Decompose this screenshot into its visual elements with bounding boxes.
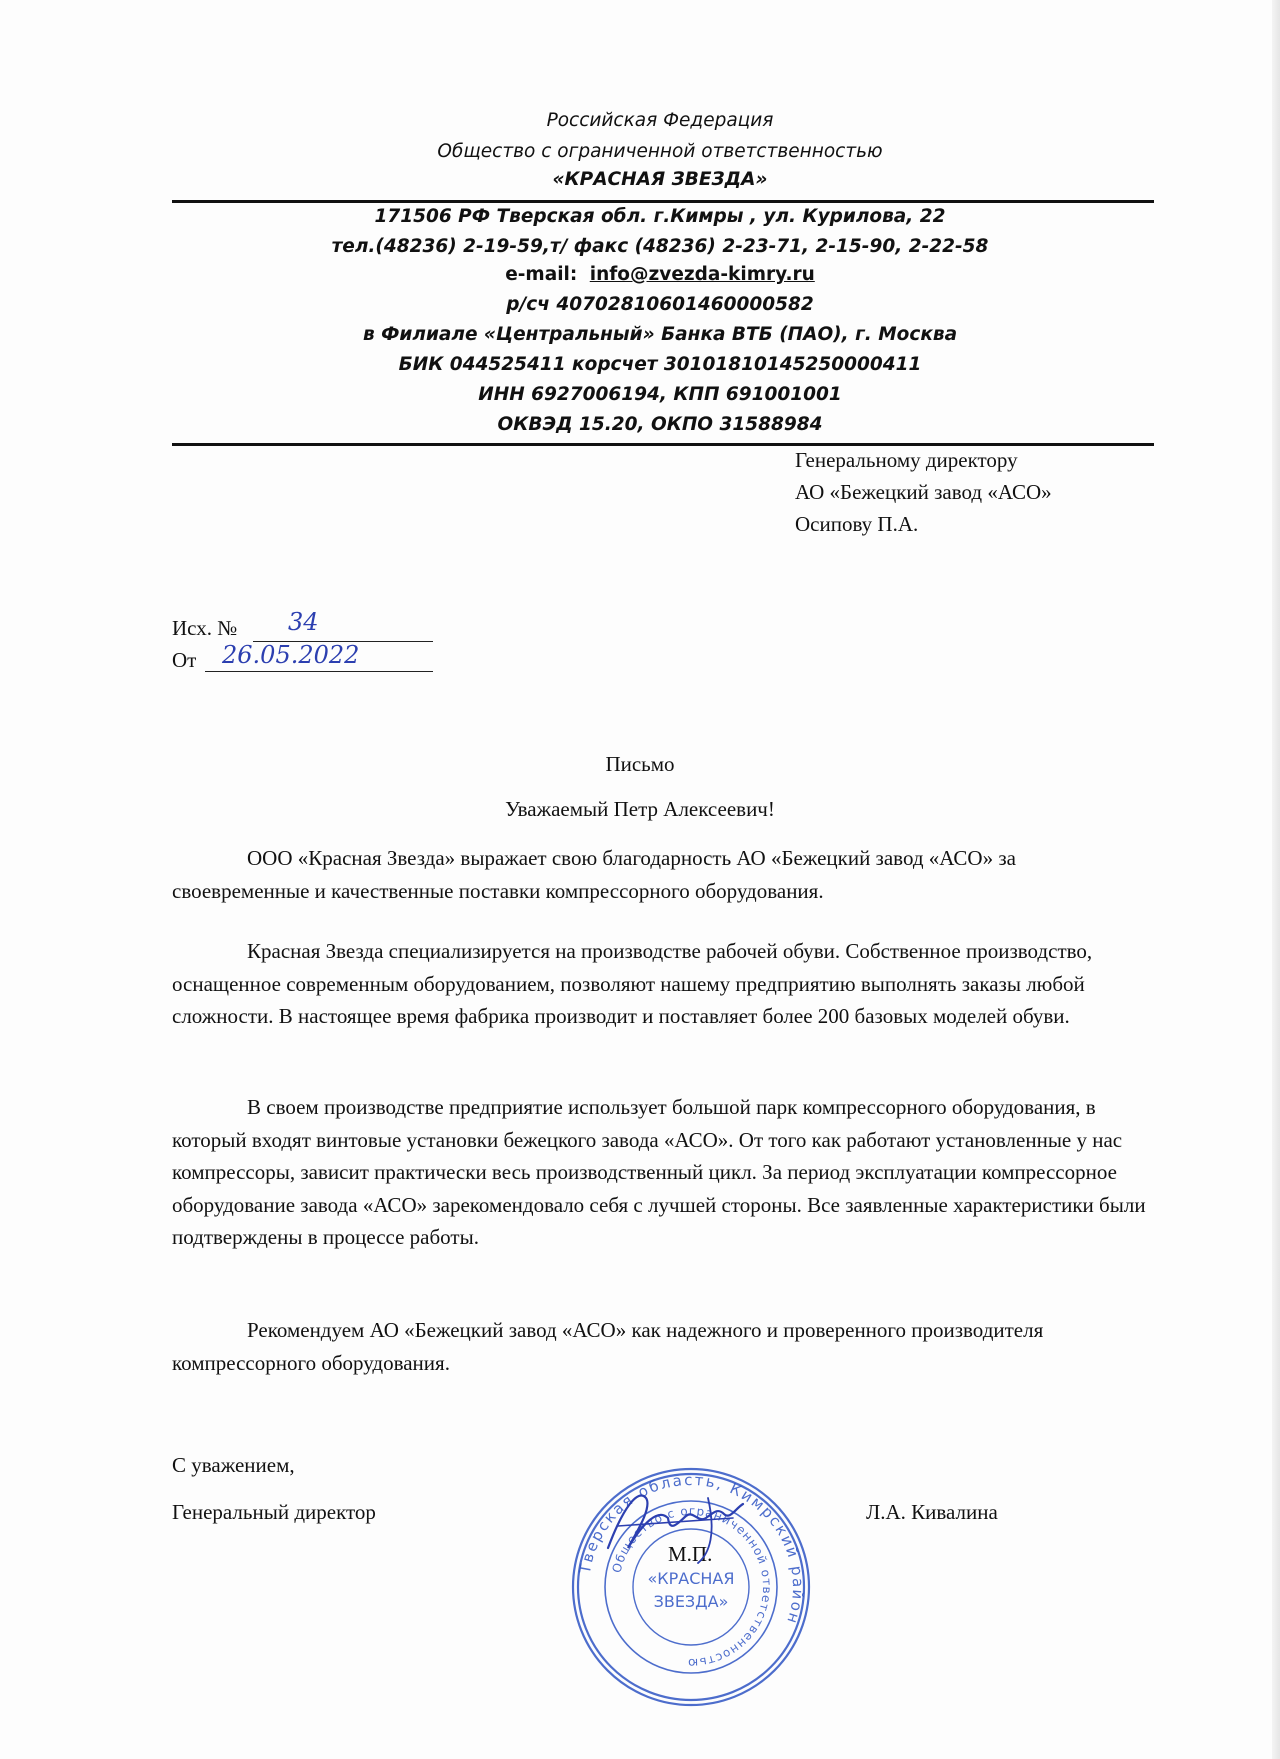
page-edge-shadow [1272, 0, 1280, 1759]
paragraph-1: ООО «Красная Звезда» выражает свою благодарность АО «Бежецкий завод «АСО» за своевременные и качественные поставки компрессорного оборудования. [172, 846, 1016, 903]
paragraph-4: Рекомендуем АО «Бежецкий завод «АСО» как надежного и проверенного производителя компрессорного оборудования. [172, 1318, 1044, 1375]
outgoing-number-label: Исх. № [172, 616, 238, 640]
addressee-position: Генеральному директору [795, 448, 1018, 472]
email-label: e-mail: [505, 264, 578, 285]
letterhead-account: р/сч 40702810601460000582 [506, 294, 814, 315]
signer-name: Л.А. Кивалина [866, 1500, 998, 1524]
outgoing-date-line [205, 671, 433, 672]
outgoing-date-label: От [172, 648, 197, 672]
letterhead-country: Российская Федерация [546, 110, 774, 131]
signer-position: Генеральный директор [172, 1500, 376, 1524]
letterhead-bik: БИК 044525411 корсчет 30101810145250000411 [398, 354, 922, 375]
letterhead-inn: ИНН 6927006194, КПП 691001001 [478, 384, 842, 405]
letterhead-top-rule [172, 200, 1154, 203]
letterhead-okved: ОКВЭД 15.20, ОКПО 31588984 [497, 414, 823, 435]
stamp-center-line1: «КРАСНАЯ [647, 1569, 735, 1588]
letterhead-bank: в Филиале «Центральный» Банка ВТБ (ПАО), г. Москва [362, 324, 958, 345]
stamp-outer-text: Тверская область, Кимрский район [575, 1470, 808, 1628]
letterhead-email-line [170, 264, 1150, 285]
handwritten-signature [598, 1478, 748, 1568]
addressee-name: Осипову П.А. [795, 512, 919, 536]
stamp-center-line2: ЗВЕЗДА» [653, 1592, 729, 1611]
paragraph-3: В своем производстве предприятие использует большой парк компрессорного оборудования, в который входят винтовые установки бежецкого завода «АСО». От того как работают установленные у нас компрессоры, зависит практически весь производственный цикл. За период эксплуатации компрессорное оборудование завода «АСО» зарекомендовало себя с лучшей стороны. Все заявленные характеристики были подтверждены в процессе работы. [172, 1095, 1146, 1249]
seal-place-mark: М.П. [668, 1542, 713, 1566]
email-link[interactable]: info@zvezda-kimry.ru [589, 264, 815, 285]
outgoing-number-value: 34 [288, 608, 319, 636]
letter-greeting: Уважаемый Петр Алексеевич! [505, 797, 775, 821]
addressee-block [795, 444, 1052, 540]
letterhead-phones: тел.(48236) 2-19-59,т/ факс (48236) 2-23-71, 2-15-90, 2-22-58 [331, 236, 989, 257]
closing-text: С уважением, [172, 1453, 295, 1477]
letterhead-address: 171506 РФ Тверская обл. г.Кимры , ул. Курилова, 22 [374, 206, 946, 227]
stamp-inner-text: Общество с ограниченной ответственностью [609, 1503, 775, 1671]
letterhead-org-name: «КРАСНАЯ ЗВЕЗДА» [552, 169, 768, 190]
outgoing-date-value: 26.05.2022 [222, 641, 360, 669]
paragraph-2: Красная Звезда специализируется на производстве рабочей обуви. Собственное производство, оснащенное современным оборудованием, позволяют нашему предприятию выполнять заказы любой сложности. В настоящее время фабрика производит и поставляет более 200 базовых моделей обуви. [172, 939, 1093, 1028]
addressee-company: АО «Бежецкий завод «АСО» [795, 480, 1052, 504]
letterhead-org-type: Общество с ограниченной ответственностью [437, 141, 883, 162]
letter-title: Письмо [605, 752, 675, 776]
